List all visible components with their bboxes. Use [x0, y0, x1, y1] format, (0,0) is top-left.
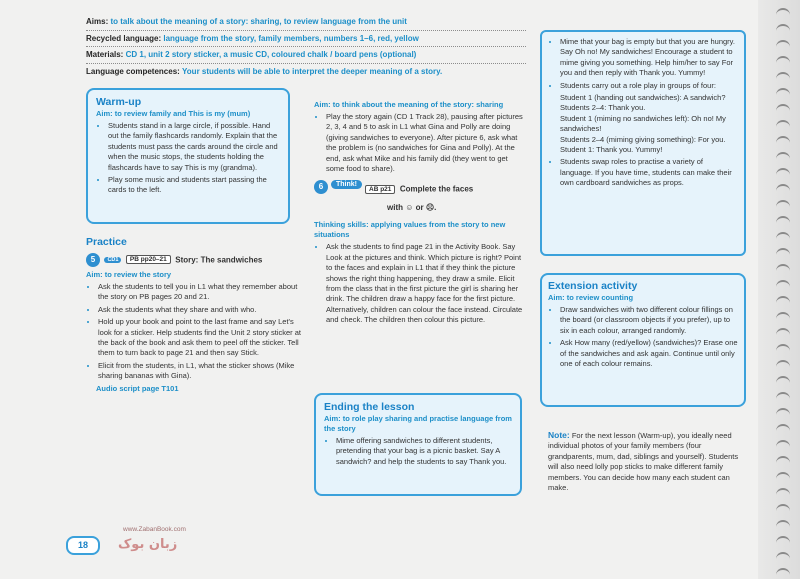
thinking-skills: Thinking skills: applying values from the story to new situations — [314, 220, 506, 240]
pb-tag: PB pp20–21 — [126, 255, 171, 264]
practice-list — [86, 282, 308, 382]
spiral-ring — [776, 232, 790, 239]
spiral-ring — [776, 568, 790, 575]
ending-title: Ending the lesson — [324, 401, 415, 413]
step-number: 5 — [86, 253, 100, 267]
lesson-aims-header — [86, 14, 526, 79]
spiral-ring — [776, 488, 790, 495]
spiral-ring — [776, 104, 790, 111]
practice-title: Practice — [86, 236, 127, 248]
list-item: • Draw sandwiches with two different colour fillings on the board (or classroom objects if you prefer), up to six in each colour, arranged randomly. — [560, 305, 738, 336]
spiral-ring — [776, 376, 790, 383]
warmup-box — [86, 88, 290, 224]
warmup-aim: Aim: to review family and This is my (mum) — [96, 109, 251, 118]
recycled-row: Recycled language: language from the story, family members, numbers 1–6, red, yellow — [86, 33, 419, 43]
spiral-ring — [776, 328, 790, 335]
list-item: • Ask the students what they share and with who. — [98, 305, 308, 315]
list-item: • Hold up your book and point to the last frame and say Let's look for a sticker. Help students find the Unit 2 story sticker at the back of the book and ask them to peel off the sticker. Tell them to turn back to page 21 and then say Stick. — [98, 317, 308, 359]
script-line: Student 1: Thank you. Yummy! — [560, 145, 663, 155]
list-item: • Ask the students to tell you in L1 what they remember about the story on PB pages 20 and 21. — [98, 282, 308, 303]
list-item: • Elicit from the students, in L1, what the sticker shows (Mike sharing bananas with Gina). — [98, 361, 308, 382]
warmup-title: Warm-up — [96, 96, 142, 108]
list-item: • Mime that your bag is empty but that you are hungry. Say Oh no! My sandwiches! Encourage a student to mime giving you something. Help him/her to say For you and then reply with Thank you. Yummy! — [560, 37, 738, 79]
spiral-binding — [758, 0, 800, 579]
list-item: • Play some music and students start passing the cards to the left. — [108, 175, 282, 196]
script-line: Student 1 (miming no sandwiches left): Oh no! My sandwiches! — [560, 113, 726, 134]
spiral-ring — [776, 408, 790, 415]
list-item: • Students carry out a role play in groups of four: — [560, 81, 738, 91]
think-task-line2: with ☺ or ☹. — [387, 202, 437, 212]
practice-aim: Aim: to review the story — [86, 270, 172, 279]
spiral-ring — [776, 8, 790, 15]
spiral-ring — [776, 152, 790, 159]
materials-row: Materials: CD 1, unit 2 story sticker, a music CD, coloured chalk / board pens (optional) — [86, 50, 417, 59]
spiral-ring — [776, 504, 790, 511]
spiral-ring — [776, 392, 790, 399]
roleplay-list-2 — [548, 157, 738, 188]
extension-box — [540, 273, 746, 407]
ab-tag: AB p21 — [365, 185, 395, 194]
spiral-ring — [776, 280, 790, 287]
practice-task: Story: The sandwiches — [175, 255, 263, 265]
list-item: • Students swap roles to practise a variety of language. If you have time, students can make their own cardboard sandwiches as props. — [560, 157, 738, 188]
spiral-ring — [776, 136, 790, 143]
practice-section — [86, 236, 308, 394]
list-item: • Ask the students to find page 21 in the Activity Book. Say Look at the pictures and think. Which picture is right? Point to the faces and explain in L1 that if they think the picture shows the right thing happening, they draw a smile. Elicit from the class that in the first picture the girl is sharing her drink. The children draw a happy face for the first picture. Alternatively, children can colour the face instead. Circulate and check. The children then colour this picture. — [326, 242, 528, 325]
thinking-list — [314, 242, 528, 325]
spiral-ring — [776, 264, 790, 271]
cd-icon: CD1 — [104, 257, 121, 263]
page-number: 18 — [66, 536, 100, 555]
script-line: Students 2–4: Thank you. — [560, 103, 646, 113]
spiral-ring — [776, 200, 790, 207]
spiral-ring — [776, 552, 790, 559]
list-item: • Mime offering sandwiches to different students, pretending that your bag is a picnic basket. Say A sandwich? and help the students to say Thank you. — [336, 436, 514, 467]
extension-title: Extension activity — [548, 280, 638, 292]
note-section — [548, 430, 744, 493]
spiral-ring — [776, 536, 790, 543]
spiral-ring — [776, 424, 790, 431]
spiral-ring — [776, 456, 790, 463]
practice-step-row — [86, 251, 308, 269]
step-number: 6 — [314, 180, 328, 194]
audio-script-ref: Audio script page T101 — [96, 383, 179, 393]
think-badge: Think! — [331, 180, 362, 189]
roleplay-box — [540, 30, 746, 256]
ending-aim: Aim: to role play sharing and practise language from the story — [324, 414, 512, 433]
watermark-url: www.ZabanBook.com — [123, 526, 186, 533]
story-aim: Aim: to think about the meaning of the story: sharing — [314, 100, 504, 109]
spiral-ring — [776, 344, 790, 351]
spiral-ring — [776, 56, 790, 63]
spiral-ring — [776, 88, 790, 95]
spiral-ring — [776, 40, 790, 47]
roleplay-list — [548, 37, 738, 91]
list-item: • Play the story again (CD 1 Track 28), pausing after pictures 2, 3, 4 and 5 to ask in L1 what Gina and Polly are doing (giving sandwiches to everyone). After picture 6, ask what the problem is (no sandwiches for Gina and Polly). At the end, ask what Mike and his family did (they went to get some food to share). — [326, 112, 528, 174]
story-list — [314, 112, 528, 174]
spiral-ring — [776, 120, 790, 127]
script-line: Student 1 (handing out sandwiches): A sandwich? — [560, 93, 726, 103]
spiral-ring — [776, 216, 790, 223]
think-step-row — [314, 180, 528, 216]
spiral-ring — [776, 248, 790, 255]
watermark-logo — [116, 533, 246, 553]
note-text: Note: For the next lesson (Warm-up), you ideally need individual photos of your family members (four grandparents, mum, dad, siblings and yourself). Students will also need lolly pop sticks to make different family members. You can decide how many each student can make. — [548, 430, 739, 493]
svg-text:زبان بوک: زبان بوک — [118, 537, 178, 552]
spiral-ring — [776, 296, 790, 303]
competences-row: Language competences: Your students will be able to interpret the deeper meaning of a story. — [86, 66, 443, 76]
extension-list — [548, 305, 738, 369]
spiral-ring — [776, 440, 790, 447]
spiral-ring — [776, 312, 790, 319]
spiral-ring — [776, 72, 790, 79]
think-task-line1: Complete the faces — [399, 184, 474, 194]
extension-aim: Aim: to review counting — [548, 293, 634, 302]
spiral-ring — [776, 520, 790, 527]
warmup-list — [96, 121, 282, 196]
script-line: Students 2–4 (miming giving something): For you. — [560, 134, 726, 144]
spiral-ring — [776, 168, 790, 175]
spiral-ring — [776, 184, 790, 191]
ending-list — [324, 436, 514, 467]
aims-row: Aims: to talk about the meaning of a story: sharing, to review language from the unit — [86, 17, 407, 26]
middle-column — [314, 100, 528, 328]
spiral-ring — [776, 472, 790, 479]
list-item: • Ask How many (red/yellow) (sandwiches)? Erase one of the sandwiches and ask again. Continue until only one of each colour remains. — [560, 338, 738, 369]
spiral-ring — [776, 360, 790, 367]
spiral-ring — [776, 24, 790, 31]
list-item: • Students stand in a large circle, if possible. Hand out the family flashcards randomly. Explain that the students must pass the cards around the circle and when the music stops, the students holding the flashcards have to say This is my (grandma). — [108, 121, 282, 173]
ending-box — [314, 393, 522, 496]
